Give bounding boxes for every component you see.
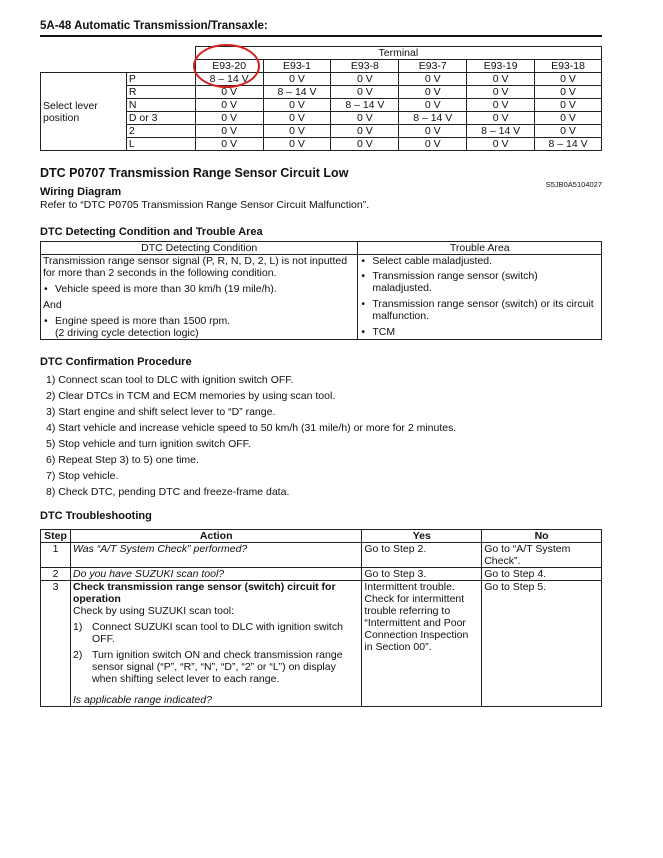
voltage-cell: 0 V: [331, 112, 399, 125]
voltage-cell: 0 V: [263, 73, 331, 86]
voltage-cell: 8 – 14 V: [467, 125, 535, 138]
voltage-cell: 0 V: [195, 112, 263, 125]
voltage-cell: 0 V: [195, 138, 263, 151]
substep-text: Connect SUZUKI scan tool to DLC with ignition switch OFF.: [91, 621, 343, 645]
voltage-cell: 0 V: [467, 99, 535, 112]
wiring-heading: Wiring Diagram: [40, 186, 122, 198]
voltage-cell: 0 V: [195, 125, 263, 138]
trouble-area-item: • Transmission range sensor (switch) or its circuit malfunction.: [360, 298, 599, 322]
procedure-step: 4) Start vehicle and increase vehicle speed to 50 km/h (31 mile/h) or more for 2 minutes.: [46, 422, 457, 434]
procedure-step: 3) Start engine and shift select lever to “D” range.: [46, 406, 276, 418]
procedure-step: 1) Connect scan tool to DLC with ignition switch OFF.: [46, 374, 294, 386]
condition-column-header: DTC Detecting Condition: [41, 242, 358, 255]
lever-position: R: [126, 86, 195, 99]
wiring-text: Refer to “DTC P0705 Transmission Range Sensor Circuit Malfunction”.: [40, 199, 370, 211]
procedure-step: 6) Repeat Step 3) to 5) one time.: [46, 454, 199, 466]
lever-position: 2: [126, 125, 195, 138]
procedure-step: 2) Clear DTCs in TCM and ECM memories by using scan tool.: [46, 390, 336, 402]
page-header: 5A-48 Automatic Transmission/Transaxle:: [40, 20, 602, 37]
voltage-cell: 0 V: [467, 112, 535, 125]
voltage-cell: 0 V: [535, 86, 602, 99]
trouble-area-item: • Select cable maladjusted.: [360, 255, 599, 267]
step-yes: Go to Step 2.: [362, 543, 482, 568]
step-substep: [73, 621, 359, 645]
voltage-cell: 8 – 14 V: [535, 138, 602, 151]
condition-bullet: • Vehicle speed is more than 30 km/h (19 mile/h).: [43, 283, 355, 295]
step-action-title: Check transmission range sensor (switch) circuit for operation: [72, 581, 336, 605]
voltage-cell: 0 V: [467, 138, 535, 151]
voltage-cell: 0 V: [399, 99, 467, 112]
voltage-cell: 0 V: [399, 125, 467, 138]
document-code: S5JB0A5104027: [545, 180, 602, 189]
condition-logic: (2 driving cycle detection logic): [55, 327, 199, 339]
voltage-cell: 0 V: [195, 99, 263, 112]
voltage-cell: 0 V: [195, 86, 263, 99]
voltage-cell: 8 – 14 V: [399, 112, 467, 125]
substep-number: 2): [72, 649, 83, 661]
row-group-label: Select lever position: [41, 73, 127, 151]
condition-table: [40, 241, 602, 340]
voltage-cell: 8 – 14 V: [195, 73, 263, 86]
voltage-cell: 0 V: [399, 138, 467, 151]
no-column-header: No: [482, 530, 602, 543]
voltage-cell: 0 V: [263, 99, 331, 112]
column-header: E93-19: [467, 60, 535, 73]
voltage-cell: 0 V: [399, 73, 467, 86]
yes-column-header: Yes: [362, 530, 482, 543]
voltage-cell: 0 V: [331, 73, 399, 86]
area-column-header: Trouble Area: [358, 242, 602, 255]
substep-number: 1): [72, 621, 83, 633]
step-yes: Go to Step 3.: [362, 568, 482, 581]
step-number: 1: [41, 543, 71, 568]
column-header: E93-20: [195, 60, 263, 73]
troubleshooting-heading: DTC Troubleshooting: [40, 510, 152, 522]
voltage-cell: 0 V: [535, 99, 602, 112]
voltage-cell: 0 V: [331, 86, 399, 99]
lever-position: L: [126, 138, 195, 151]
procedure-list: [46, 372, 456, 500]
step-action-intro: Check by using SUZUKI scan tool:: [72, 605, 235, 617]
voltage-cell: 0 V: [535, 125, 602, 138]
voltage-cell: 0 V: [535, 73, 602, 86]
trouble-area-item: • TCM: [360, 326, 599, 338]
table-row: [41, 568, 602, 581]
voltage-cell: 0 V: [535, 112, 602, 125]
voltage-cell: 0 V: [399, 86, 467, 99]
procedure-step: 7) Stop vehicle.: [46, 470, 119, 482]
condition-heading: DTC Detecting Condition and Trouble Area: [40, 226, 263, 238]
action-column-header: Action: [70, 530, 361, 543]
terminal-header: Terminal: [195, 47, 601, 60]
voltage-cell: 0 V: [331, 125, 399, 138]
voltage-cell: 8 – 14 V: [331, 99, 399, 112]
column-header: E93-7: [399, 60, 467, 73]
voltage-cell: 0 V: [331, 138, 399, 151]
voltage-cell: 0 V: [263, 138, 331, 151]
step-number: 2: [41, 568, 71, 581]
step-substep: [73, 649, 359, 685]
voltage-cell: 0 V: [263, 125, 331, 138]
step-action: Do you have SUZUKI scan tool?: [70, 568, 361, 581]
lever-position: D or 3: [126, 112, 195, 125]
step-no: Go to Step 4.: [482, 568, 602, 581]
column-header: E93-8: [331, 60, 399, 73]
procedure-heading: DTC Confirmation Procedure: [40, 356, 192, 368]
table-row: [41, 73, 602, 86]
procedure-step: 8) Check DTC, pending DTC and freeze-frame data.: [46, 486, 290, 498]
troubleshooting-table: [40, 529, 602, 707]
procedure-step: 5) Stop vehicle and turn ignition switch OFF.: [46, 438, 251, 450]
step-yes: Intermittent trouble. Check for intermittent trouble referring to “Intermittent and Poor Connection Inspection in Section 00”.: [362, 581, 482, 707]
condition-bullet: • Engine speed is more than 1500 rpm.: [43, 315, 355, 327]
voltage-cell: 0 V: [263, 112, 331, 125]
highlight-circle: [193, 44, 260, 88]
table-row: [41, 543, 602, 568]
trouble-area-item: • Transmission range sensor (switch) maladjusted.: [360, 270, 599, 294]
condition-and: And: [43, 299, 62, 311]
voltage-cell: 0 V: [467, 73, 535, 86]
dtc-title: DTC P0707 Transmission Range Sensor Circuit Low: [40, 166, 349, 180]
step-no: Go to “A/T System Check”.: [482, 543, 602, 568]
lever-position: P: [126, 73, 195, 86]
column-header: E93-18: [535, 60, 602, 73]
step-action: [70, 581, 361, 707]
step-action: Was “A/T System Check” performed?: [70, 543, 361, 568]
step-no: Go to Step 5.: [482, 581, 602, 707]
condition-cell: [41, 255, 358, 340]
condition-text: Transmission range sensor signal (P, R, N, D, 2, L) is not inputted for more than 2 seconds in the following condition.: [43, 255, 348, 279]
step-number: 3: [41, 581, 71, 707]
lever-position: N: [126, 99, 195, 112]
step-column-header: Step: [41, 530, 71, 543]
terminal-voltage-table: [40, 46, 602, 151]
voltage-cell: 0 V: [467, 86, 535, 99]
substep-text: Turn ignition switch ON and check transmission range sensor signal (“P”, “R”, “N”, “D”, “2” or “L”) on display when shifting select lever to each range.: [91, 649, 343, 685]
step-question: Is applicable range indicated?: [72, 694, 212, 706]
column-header: E93-1: [263, 60, 331, 73]
voltage-cell: 8 – 14 V: [263, 86, 331, 99]
table-row: [41, 581, 602, 707]
